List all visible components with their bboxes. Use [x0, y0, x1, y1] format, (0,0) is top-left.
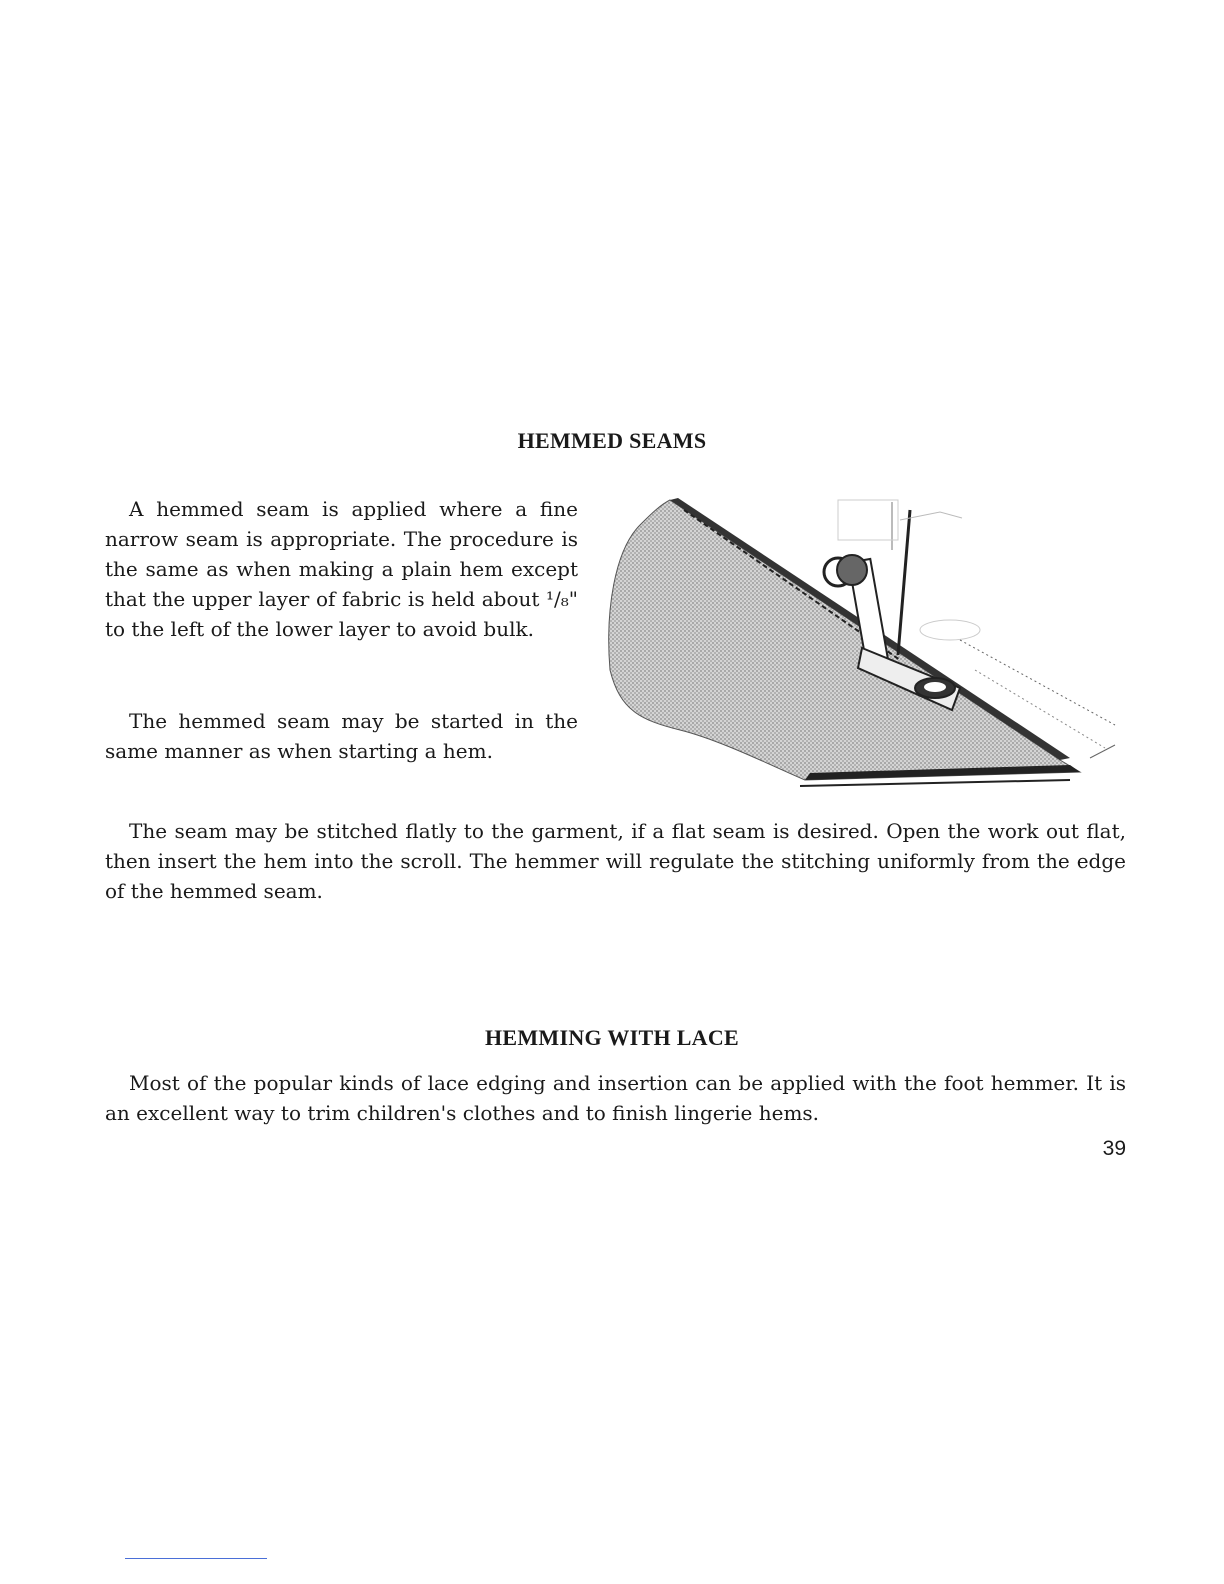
- heading-hemmed-seams: HEMMED SEAMS: [517, 428, 707, 453]
- footnote-rule: [125, 1558, 267, 1559]
- heading-hemming-with-lace: HEMMING WITH LACE: [484, 1025, 740, 1050]
- hemmer-foot-illustration: [600, 490, 1130, 804]
- paragraph-flat-seam: The seam may be stitched flatly to the garment, if a flat seam is desired. Open the work out flat, then insert the hem into the scroll. The hemmer will regulate the stitching uniformly from the edge of the hemmed seam.: [105, 819, 1126, 903]
- fabric-shape: [609, 500, 1080, 780]
- sewing-foot-icon: [600, 490, 1130, 800]
- page-number: 39: [1102, 1137, 1126, 1160]
- paragraph-hemmed-seam-intro: A hemmed seam is applied where a fine narrow seam is appropriate. The procedure is the same as when making a plain hem except that the upper layer of fabric is held about ¹/₈" to the left of the lower layer to avoid bulk.: [105, 497, 578, 641]
- paragraph-hemmed-seam-start: The hemmed seam may be started in the same manner as when starting a hem.: [105, 709, 578, 763]
- paragraph-lace: Most of the popular kinds of lace edging and insertion can be applied with the foot hemmer. It is an excellent way to trim children's clothes and to finish lingerie hems.: [105, 1071, 1126, 1125]
